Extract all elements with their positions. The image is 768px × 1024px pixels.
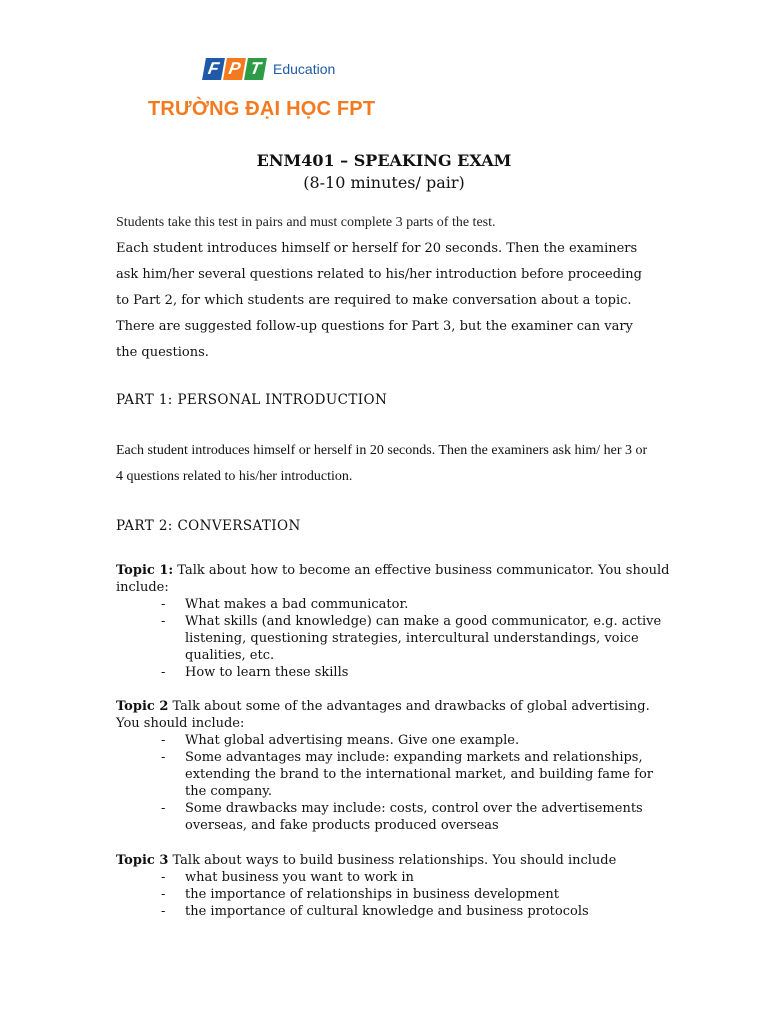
topic-1-list — [116, 596, 676, 681]
topic-2-text: Talk about some of the advantages and drawbacks of global advertising. You should include: — [116, 699, 650, 731]
list-item: - What makes a bad communicator. — [161, 596, 676, 613]
topic-1-intro — [116, 562, 676, 596]
topic-3-intro — [116, 852, 676, 869]
logo-letter-p: P — [223, 58, 246, 80]
intro-paragraph — [116, 210, 656, 366]
logo-letter-f: F — [202, 58, 225, 80]
list-item: - What global advertising means. Give one example. — [161, 732, 676, 749]
intro-line-1: Students take this test in pairs and must complete 3 parts of the test. — [116, 215, 496, 230]
topic-3 — [116, 852, 676, 920]
list-item: - what business you want to work in — [161, 869, 676, 886]
topic-3-label: Topic 3 — [116, 853, 169, 868]
part1-heading: PART 1: PERSONAL INTRODUCTION — [116, 392, 388, 408]
topic-2-list — [116, 732, 676, 834]
list-item: - How to learn these skills — [161, 664, 676, 681]
topic-3-list — [116, 869, 676, 920]
topic-1-text: Talk about how to become an effective business communicator. You should include: — [116, 563, 670, 595]
intro-body: Each student introduces himself or herself for 20 seconds. Then the examiners ask him/her several questions related to his/her introduction before proceeding to Part 2, for which students are required to make conversation about a topic. There are suggested follow-up questions for Part 3, but the examiner can vary the questions. — [116, 241, 642, 360]
topic-1-label: Topic 1: — [116, 563, 174, 578]
fpt-logo-mark — [204, 58, 267, 80]
exam-duration: (8-10 minutes/ pair) — [303, 173, 465, 192]
topic-2-intro — [116, 698, 676, 732]
topic-1 — [116, 562, 676, 681]
university-name: TRƯỜNG ĐẠI HỌC FPT — [148, 98, 376, 120]
topic-3-text: Talk about ways to build business relationships. You should include — [168, 853, 617, 868]
logo-letter-t: T — [244, 58, 267, 80]
list-item: - What skills (and knowledge) can make a good communicator, e.g. active listening, questioning strategies, intercultural understandings, voice qualities, etc. — [161, 613, 676, 664]
list-item: - Some advantages may include: expanding markets and relationships, extending the brand to the international market, and building fame for the company. — [161, 749, 676, 800]
part2-heading: PART 2: CONVERSATION — [116, 518, 301, 534]
list-item: - Some drawbacks may include: costs, control over the advertisements overseas, and fake products produced overseas — [161, 800, 676, 834]
fpt-logo — [204, 58, 335, 80]
exam-title: ENM401 – SPEAKING EXAM — [256, 151, 512, 170]
part1-text: Each student introduces himself or herself in 20 seconds. Then the examiners ask him/ her 3 or 4 questions related to his/her introduction. — [116, 443, 648, 484]
list-item: - the importance of cultural knowledge and business protocols — [161, 903, 676, 920]
logo-subtitle: Education — [273, 61, 336, 77]
list-item: - the importance of relationships in business development — [161, 886, 676, 903]
topic-2-label: Topic 2 — [116, 699, 169, 714]
topic-2 — [116, 698, 676, 834]
